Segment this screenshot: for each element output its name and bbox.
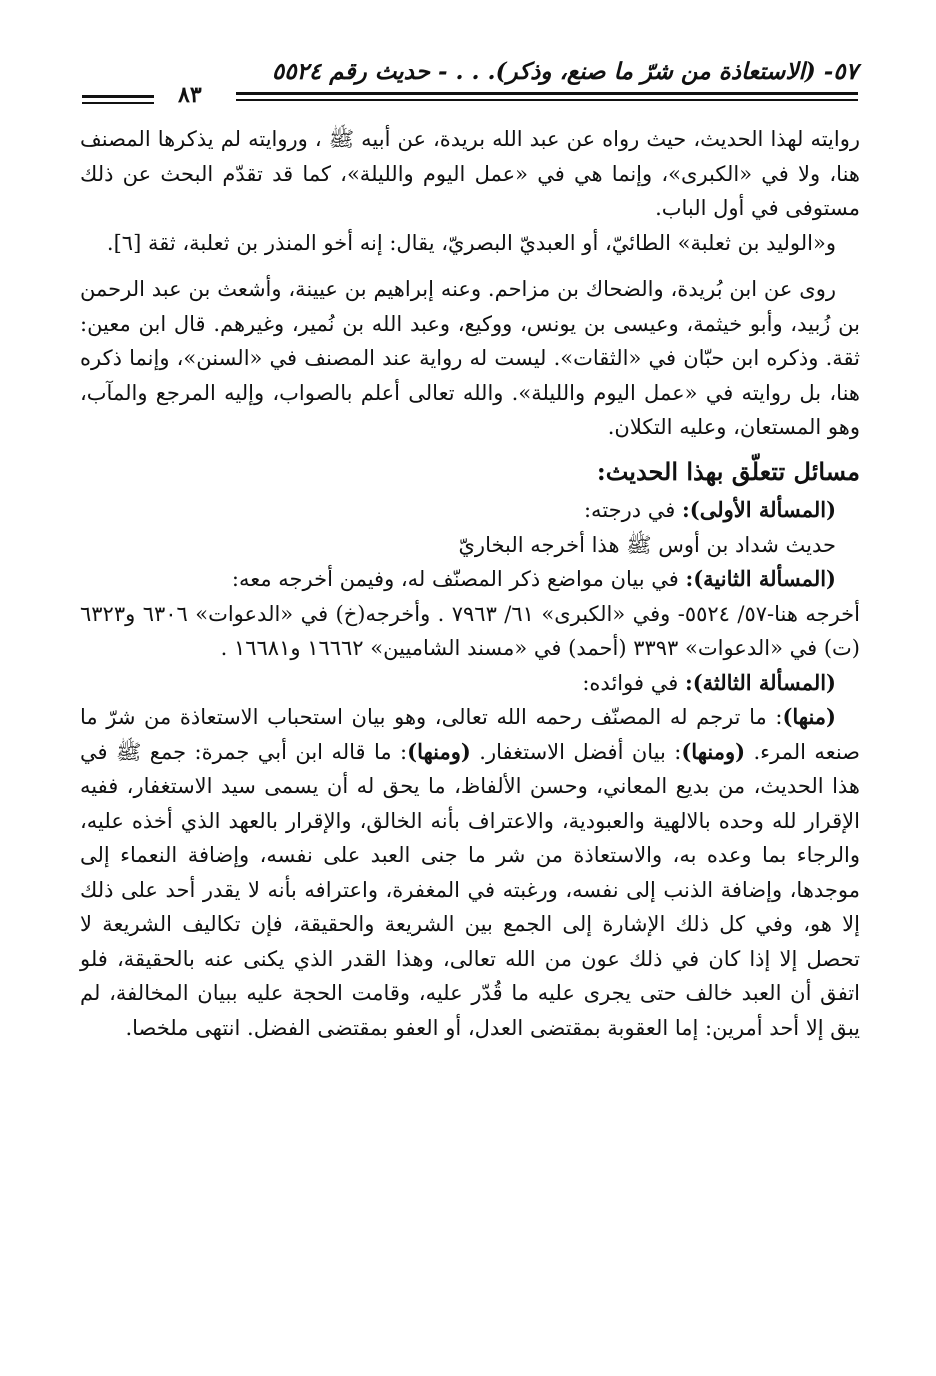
benefit-1-label: (منها) — [782, 704, 836, 729]
question-1-text: في درجته: — [583, 498, 676, 522]
header-rule-short — [82, 95, 154, 104]
question-3-text: في فوائده: — [582, 670, 679, 695]
page-body — [80, 122, 860, 1045]
benefit-2-text: : بيان أفضل الاستغفار. — [479, 739, 682, 764]
question-2-label: (المسألة الثانية): — [685, 566, 836, 591]
question-1-label: (المسألة الأولى): — [682, 497, 836, 522]
question-2-body: أخرجه هنا-٥٧/ ٥٥٢٤- وفي «الكبرى» ٦١/ ٧٩٦٣ . وأخرجه(خ) في «الدعوات» ٦٣٠٦ و٦٣٢٣ (ت) في «الدعوات» ٣٣٩٣ (أحمد) في «مسند الشاميين» ١٦٦٦٢ و١٦٦٨١ . — [80, 601, 860, 660]
benefit-3-text: : ما قاله ابن أبي جمرة: جمع ﷺ في هذا الحديث، من بديع المعاني، وحسن الألفاظ، ما يحق له أن يسمى سيد الاستغفار، ففيه الإقرار لله وحده بالالهية والعبودية، والاعتراف بأنه الخالق، والإقرار بالعهد الذي أخذه عليه، والرجاء بما وعده به، والاستعاذة من شر ما جنى العبد على نفسه، وإضافة النعماء إلى موجدها، وإضافة الذنب إلى نفسه، ورغبته في المغفرة، واعترافه بأنه لا يقدر أحد على ذلك إلا هو، وفي كل ذلك الإشارة إلى الجمع بين الشريعة والحقيقة، فإن تكاليف الشريعة لا تحصل إلا إذا كان في ذلك عون من الله تعالى، وهذا القدر الذي يكنى عنه بالحقيقة، فلو اتفق أن العبد خالف حتى يجرى عليه ما قُدّر عليه، وقامت الحجة عليه ببيان المخالفة، لم يبق إلا أحد أمرين: إما العقوبة بمقتضى العدل، أو العفو بمقتضى الفضل. انتهى ملخصا. — [80, 739, 860, 1040]
question-1 — [80, 493, 860, 528]
question-2 — [80, 562, 860, 597]
paragraph: و«الوليد بن ثعلبة» الطائيّ، أو العبديّ البصريّ، يقال: إنه أخو المنذر بن ثعلبة، ثقة [٦]. — [106, 230, 836, 255]
benefit-2-label: (ومنها) — [681, 738, 746, 764]
question-3 — [80, 666, 860, 701]
section-heading: مسائل تتعلّق بهذا الحديث: — [596, 456, 860, 486]
question-2-text: في بيان مواضع ذكر المصنّف له، وفيمن أخرجه معه: — [231, 567, 679, 591]
benefit-3-label: (ومنها) — [407, 738, 471, 764]
page-number: ٨٣ — [178, 82, 202, 108]
paragraph: روى عن ابن بُريدة، والضحاك بن مزاحم. وعنه إبراهيم بن عيينة، وأشعث بن عبد الرحمن بن زُبيد، وأبو خيثمة، وعيسى بن يونس، ووكيع، وعبد الله بن نُمير، وغيرهم. قال ابن معين: ثقة. وذكره ابن حبّان في «الثقات». ليست له رواية عند المصنف في «السنن»، وإنما ذكره هنا، بل روايته في «عمل اليوم والليلة». والله تعالى أعلم بالصواب، وإليه المرجع والمآب، وهو المستعان، وعليه التكلان. — [80, 277, 860, 439]
benefit-1-text: : ما ترجم له المصنّف رحمه الله تعالى، وهو بيان استحباب الاستعاذة من شرّ ما صنعه المرء. — [80, 705, 860, 764]
paragraph: روايته لهذا الحديث، حيث رواه عن عبد الله بريدة، عن أبيه ﷺ ، وروايته لم يذكرها المصنف هنا، ولا في «الكبرى»، وإنما هي في «عمل اليوم والليلة»، كما قد تقدّم البحث عن ذلك مستوفى في أول الباب. — [80, 127, 860, 220]
question-3-label: (المسألة الثالثة): — [684, 669, 836, 695]
question-1-body: حديث شداد بن أوس ﷺ هذا أخرجه البخاريّ — [458, 532, 836, 557]
header-title: ٥٧- (الاستعاذة من شرّ ما صنع، وذكر). . . - حديث رقم ٥٥٢٤ — [271, 58, 858, 85]
header-rule — [236, 92, 858, 101]
question-3-body — [80, 700, 860, 1045]
